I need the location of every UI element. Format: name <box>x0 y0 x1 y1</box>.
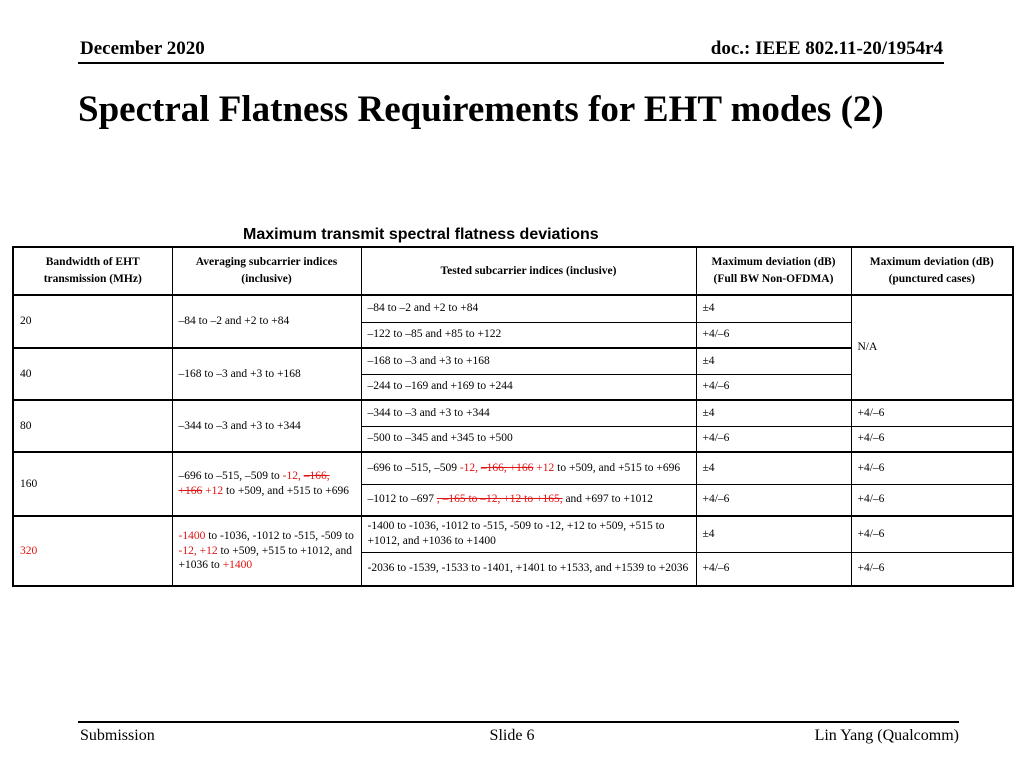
tested-cell <box>361 426 696 452</box>
max-dev-punctured-cell: +4/–6 <box>851 516 1013 552</box>
cell-text: –84 to –2 and +2 to +84 <box>178 315 290 328</box>
max-dev-full-cell: +4/–6 <box>696 484 851 516</box>
cell-text: –168 to –3 and +3 to +168 <box>367 354 490 367</box>
col-header-averaging: Averaging subcarrier indices (inclusive) <box>172 247 361 295</box>
header-divider <box>78 62 944 64</box>
tested-cell <box>361 516 696 552</box>
bandwidth-cell: 320 <box>13 516 172 586</box>
cell-text: –122 to –85 and +85 to +122 <box>367 328 502 341</box>
table-row <box>13 452 1013 484</box>
table-header-row <box>13 247 1013 295</box>
max-dev-full-cell: ±4 <box>696 348 851 374</box>
col-header-max-dev-full: Maximum deviation (dB) (Full BW Non-OFDMA) <box>696 247 851 295</box>
max-dev-full-cell: ±4 <box>696 516 851 552</box>
max-dev-full-cell: +4/–6 <box>696 374 851 400</box>
cell-text: and +697 to +1012 <box>562 493 653 506</box>
averaging-cell <box>172 452 361 516</box>
inserted-text: -12, +12 <box>178 544 218 557</box>
cell-text: –500 to –345 and +345 to +500 <box>367 432 513 445</box>
cell-text: –244 to –169 and +169 to +244 <box>367 380 513 393</box>
table-caption: Maximum transmit spectral flatness deviations <box>243 226 599 243</box>
cell-text: –344 to –3 and +3 to +344 <box>178 419 301 432</box>
max-dev-full-cell: +4/–6 <box>696 322 851 348</box>
averaging-cell <box>172 348 361 400</box>
inserted-text: +12 <box>205 485 224 497</box>
tested-cell <box>361 322 696 348</box>
averaging-cell <box>172 516 361 586</box>
spectral-flatness-table <box>12 246 1014 587</box>
col-header-max-dev-punctured: Maximum deviation (dB) (punctured cases) <box>851 247 1013 295</box>
max-dev-punctured-cell: +4/–6 <box>851 484 1013 516</box>
cell-text: –168 to –3 and +3 to +168 <box>178 367 301 380</box>
col-header-bandwidth: Bandwidth of EHT transmission (MHz) <box>13 247 172 295</box>
footer-author: Lin Yang (Qualcomm) <box>814 727 959 744</box>
inserted-text: -1400 <box>178 529 206 542</box>
max-dev-full-cell: ±4 <box>696 400 851 426</box>
cell-text: –1012 to –697 <box>367 493 437 506</box>
averaging-cell <box>172 400 361 452</box>
footer-divider <box>78 721 959 723</box>
footer-submission: Submission <box>80 727 155 744</box>
cell-text: –696 to –515, –509 <box>367 461 460 474</box>
cell-text: -1400 to -1036, -1012 to -515, -509 to -12, +12 to +509, +515 to +1012, and +1036 to +1400 <box>367 520 665 548</box>
deleted-text: –166, +166 <box>178 470 330 497</box>
max-dev-punctured-cell: +4/–6 <box>851 452 1013 484</box>
header-date: December 2020 <box>80 38 205 59</box>
cell-text: to +509, and +515 to +696 <box>223 485 349 497</box>
header-doc-number: doc.: IEEE 802.11-20/1954r4 <box>710 38 943 59</box>
inserted-text: +1400 <box>222 559 253 572</box>
table-body <box>13 295 1013 586</box>
tested-cell <box>361 374 696 400</box>
tested-cell <box>361 484 696 516</box>
max-dev-full-cell: +4/–6 <box>696 426 851 452</box>
tested-cell <box>361 295 696 322</box>
tested-cell <box>361 348 696 374</box>
max-dev-full-cell: ±4 <box>696 295 851 322</box>
cell-text: –84 to –2 and +2 to +84 <box>367 302 479 315</box>
averaging-cell <box>172 295 361 348</box>
cell-text: to -1036, -1012 to -515, -509 to <box>205 529 354 542</box>
cell-text: to +509, and +515 to +696 <box>554 461 681 474</box>
bandwidth-cell: 160 <box>13 452 172 516</box>
max-dev-punctured-cell: +4/–6 <box>851 400 1013 426</box>
tested-cell <box>361 400 696 426</box>
cell-text: to +509, +515 to +1012, and +1036 to <box>178 544 353 572</box>
col-header-tested: Tested subcarrier indices (inclusive) <box>361 247 696 295</box>
inserted-text: -12, <box>459 461 481 474</box>
cell-text: –696 to –515, –509 to <box>178 470 283 483</box>
table-row <box>13 400 1013 426</box>
footer-slide-number: Slide 6 <box>489 727 535 744</box>
bandwidth-cell: 40 <box>13 348 172 400</box>
tested-cell <box>361 452 696 484</box>
max-dev-full-cell: ±4 <box>696 452 851 484</box>
cell-text: -2036 to -1539, -1533 to -1401, +1401 to +1533, and +1539 to +2036 <box>367 562 689 575</box>
inserted-text: +12 <box>536 461 555 474</box>
max-dev-full-cell: +4/–6 <box>696 552 851 586</box>
deleted-text: –166, +166 <box>480 461 534 474</box>
bandwidth-cell: 20 <box>13 295 172 348</box>
table-row <box>13 295 1013 322</box>
max-dev-punctured-cell: N/A <box>851 295 1013 400</box>
max-dev-punctured-cell: +4/–6 <box>851 426 1013 452</box>
deleted-text: , –165 to –12, +12 to +165, <box>436 493 563 506</box>
tested-cell <box>361 552 696 586</box>
inserted-text: -12, <box>282 470 304 483</box>
bandwidth-cell: 80 <box>13 400 172 452</box>
cell-text: –344 to –3 and +3 to +344 <box>367 406 490 419</box>
table-row <box>13 516 1013 552</box>
max-dev-punctured-cell: +4/–6 <box>851 552 1013 586</box>
page-title: Spectral Flatness Requirements for EHT modes (2) <box>78 89 884 130</box>
